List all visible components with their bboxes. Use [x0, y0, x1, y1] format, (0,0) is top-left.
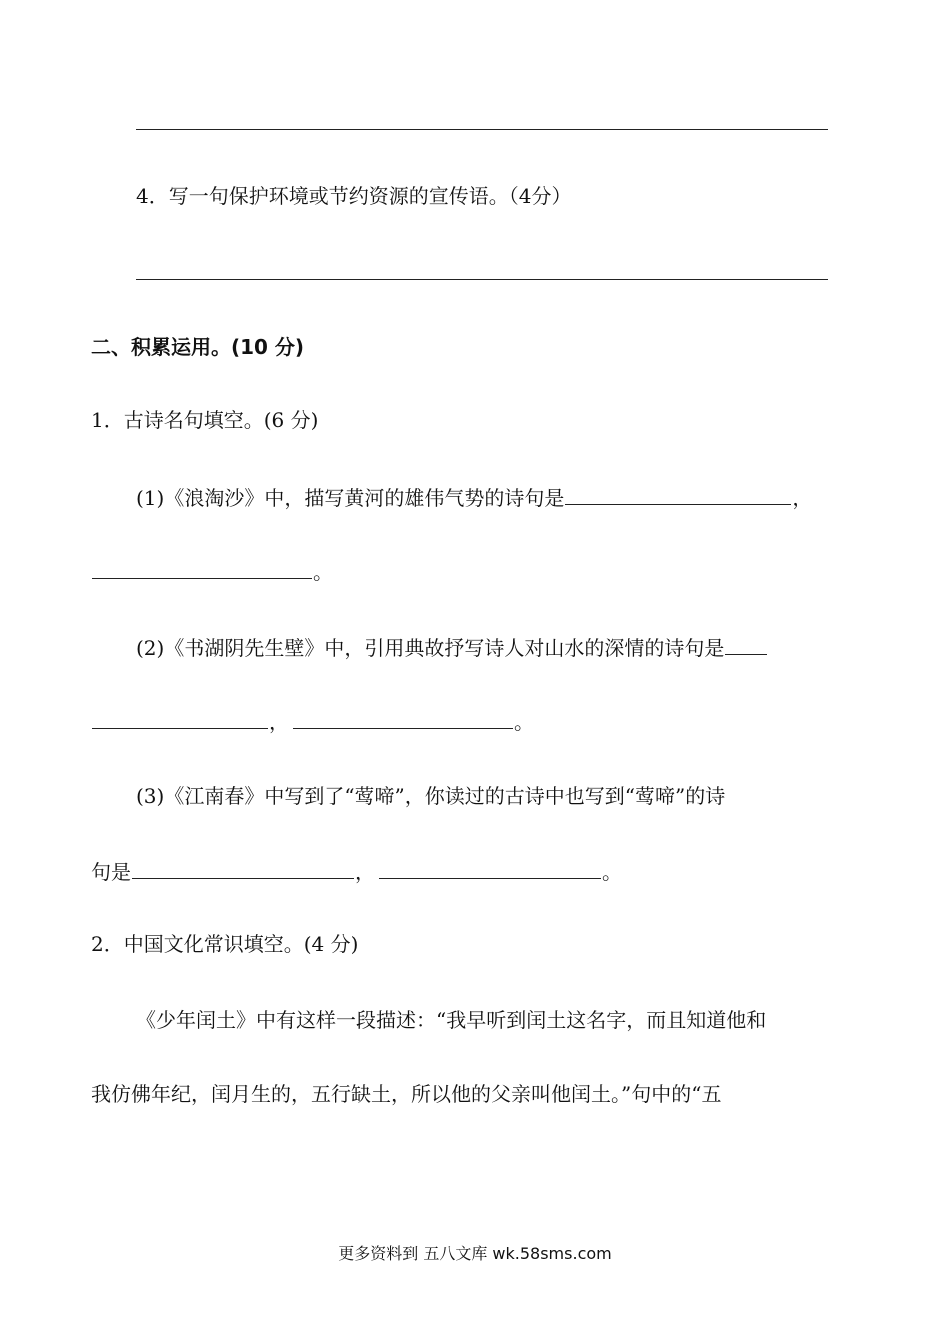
answer-line	[136, 279, 828, 280]
poem-item-1	[136, 482, 812, 512]
item-2-sep: ，	[269, 710, 289, 734]
fill-blank[interactable]	[565, 482, 791, 505]
item-3-sep: ，	[355, 860, 375, 884]
item-3-prefix: 句是	[91, 860, 131, 884]
fill-blank[interactable]	[92, 706, 268, 729]
fill-blank[interactable]	[92, 556, 312, 579]
fill-blank[interactable]	[132, 856, 354, 879]
fill-blank[interactable]	[725, 632, 767, 655]
item-2-end: 。	[514, 710, 534, 734]
question-1-title: 1．古诗名句填空。(6 分)	[91, 408, 319, 432]
fill-blank[interactable]	[293, 706, 513, 729]
item-1-prefix: (1)《浪淘沙》中，描写黄河的雄伟气势的诗句是	[136, 486, 565, 510]
poem-item-2-cont	[91, 706, 534, 736]
paragraph-line-1: 《少年闰土》中有这样一段描述：“我早听到闰土这名字，而且知道他和	[136, 1008, 767, 1032]
question-2-title: 2．中国文化常识填空。(4 分)	[91, 932, 359, 956]
footer-text: 更多资料到 五八文库 wk.58sms.com	[338, 1244, 612, 1263]
item-3-end: 。	[602, 860, 622, 884]
answer-line	[136, 129, 828, 130]
item-1-end: 。	[313, 560, 333, 584]
poem-item-3: (3)《江南春》中写到了“莺啼”，你读过的古诗中也写到“莺啼”的诗	[136, 784, 726, 808]
fill-blank[interactable]	[379, 856, 601, 879]
poem-item-1-cont	[91, 556, 333, 586]
paragraph-line-2: 我仿佛年纪，闰月生的，五行缺土，所以他的父亲叫他闰土。”句中的“五	[91, 1082, 722, 1106]
poem-item-2	[136, 632, 768, 662]
question-4: 4．写一句保护环境或节约资源的宣传语。（4分）	[136, 184, 572, 208]
section-heading: 二、积累运用。(10 分)	[91, 335, 305, 359]
poem-item-3-cont	[91, 856, 622, 886]
item-2-prefix: (2)《书湖阴先生壁》中，引用典故抒写诗人对山水的深情的诗句是	[136, 636, 725, 660]
item-1-sep: ，	[792, 486, 813, 510]
